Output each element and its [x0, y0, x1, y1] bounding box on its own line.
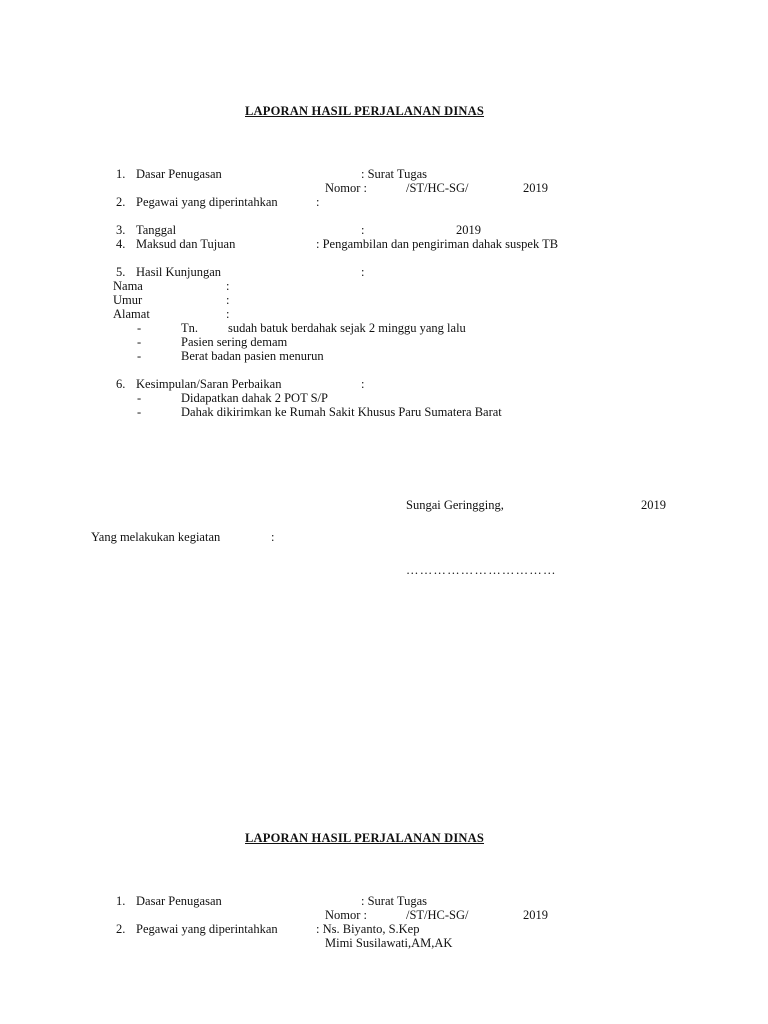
signer-colon: :	[271, 530, 275, 544]
nomor-year: 2019	[523, 181, 548, 195]
finding-text: Pasien sering demam	[181, 335, 288, 349]
bullet-dash: -	[137, 391, 142, 405]
field-label-alamat: Alamat	[113, 307, 150, 321]
item-number: 6.	[116, 377, 126, 391]
item-number: 2.	[116, 922, 126, 936]
field-colon: :	[226, 307, 230, 321]
nomor-value: /ST/HC-SG/	[406, 908, 469, 922]
item-label-hasil-kunjungan: Hasil Kunjungan	[136, 265, 222, 279]
item-value-surat-tugas: : Surat Tugas	[361, 167, 427, 181]
item-number: 3.	[116, 223, 126, 237]
finding-text: sudah batuk berdahak sejak 2 minggu yang lalu	[228, 321, 466, 335]
item-label-kesimpulan: Kesimpulan/Saran Perbaikan	[136, 377, 282, 391]
item-value-surat-tugas: : Surat Tugas	[361, 894, 427, 908]
item-value-maksud: : Pengambilan dan pengiriman dahak suspek TB	[316, 237, 559, 251]
finding-text: Berat badan pasien menurun	[181, 349, 324, 363]
conclusion-text: Didapatkan dahak 2 POT S/P	[181, 391, 328, 405]
item-label-tanggal: Tanggal	[136, 223, 177, 237]
conclusion-text: Dahak dikirimkan ke Rumah Sakit Khusus Paru Sumatera Barat	[181, 405, 502, 419]
item-number: 4.	[116, 237, 126, 251]
signer-label: Yang melakukan kegiatan	[91, 530, 221, 544]
item-label-pegawai: Pegawai yang diperintahkan	[136, 922, 278, 936]
item-label-dasar-penugasan: Dasar Penugasan	[136, 167, 222, 181]
field-colon: :	[226, 293, 230, 307]
item-number: 2.	[116, 195, 126, 209]
nomor-value: /ST/HC-SG/	[406, 181, 469, 195]
nomor-label: Nomor :	[325, 908, 368, 922]
signature-dots: ……………………………	[406, 563, 557, 577]
item-number: 1.	[116, 894, 126, 908]
pegawai-name-2: Mimi Susilawati,AM,AK	[325, 936, 453, 950]
bullet-dash: -	[137, 349, 142, 363]
item-label-maksud: Maksud dan Tujuan	[136, 237, 236, 251]
pegawai-name-1: : Ns. Biyanto, S.Kep	[316, 922, 420, 936]
item-number: 5.	[116, 265, 126, 279]
item-colon: :	[361, 223, 365, 237]
item-colon: :	[316, 195, 320, 209]
page-title: LAPORAN HASIL PERJALANAN DINAS	[245, 104, 485, 118]
item-colon: :	[361, 265, 365, 279]
field-label-nama: Nama	[113, 279, 143, 293]
place-name: Sungai Geringging,	[406, 498, 504, 512]
finding-prefix: Tn.	[181, 321, 199, 335]
bullet-dash: -	[137, 321, 142, 335]
tanggal-year: 2019	[456, 223, 481, 237]
bullet-dash: -	[137, 335, 142, 349]
nomor-label: Nomor :	[325, 181, 368, 195]
item-number: 1.	[116, 167, 126, 181]
field-label-umur: Umur	[113, 293, 143, 307]
item-label-dasar-penugasan: Dasar Penugasan	[136, 894, 222, 908]
item-label-pegawai: Pegawai yang diperintahkan	[136, 195, 278, 209]
page-title: LAPORAN HASIL PERJALANAN DINAS	[245, 831, 485, 845]
place-year: 2019	[641, 498, 666, 512]
nomor-year: 2019	[523, 908, 548, 922]
item-colon: :	[361, 377, 365, 391]
field-colon: :	[226, 279, 230, 293]
bullet-dash: -	[137, 405, 142, 419]
